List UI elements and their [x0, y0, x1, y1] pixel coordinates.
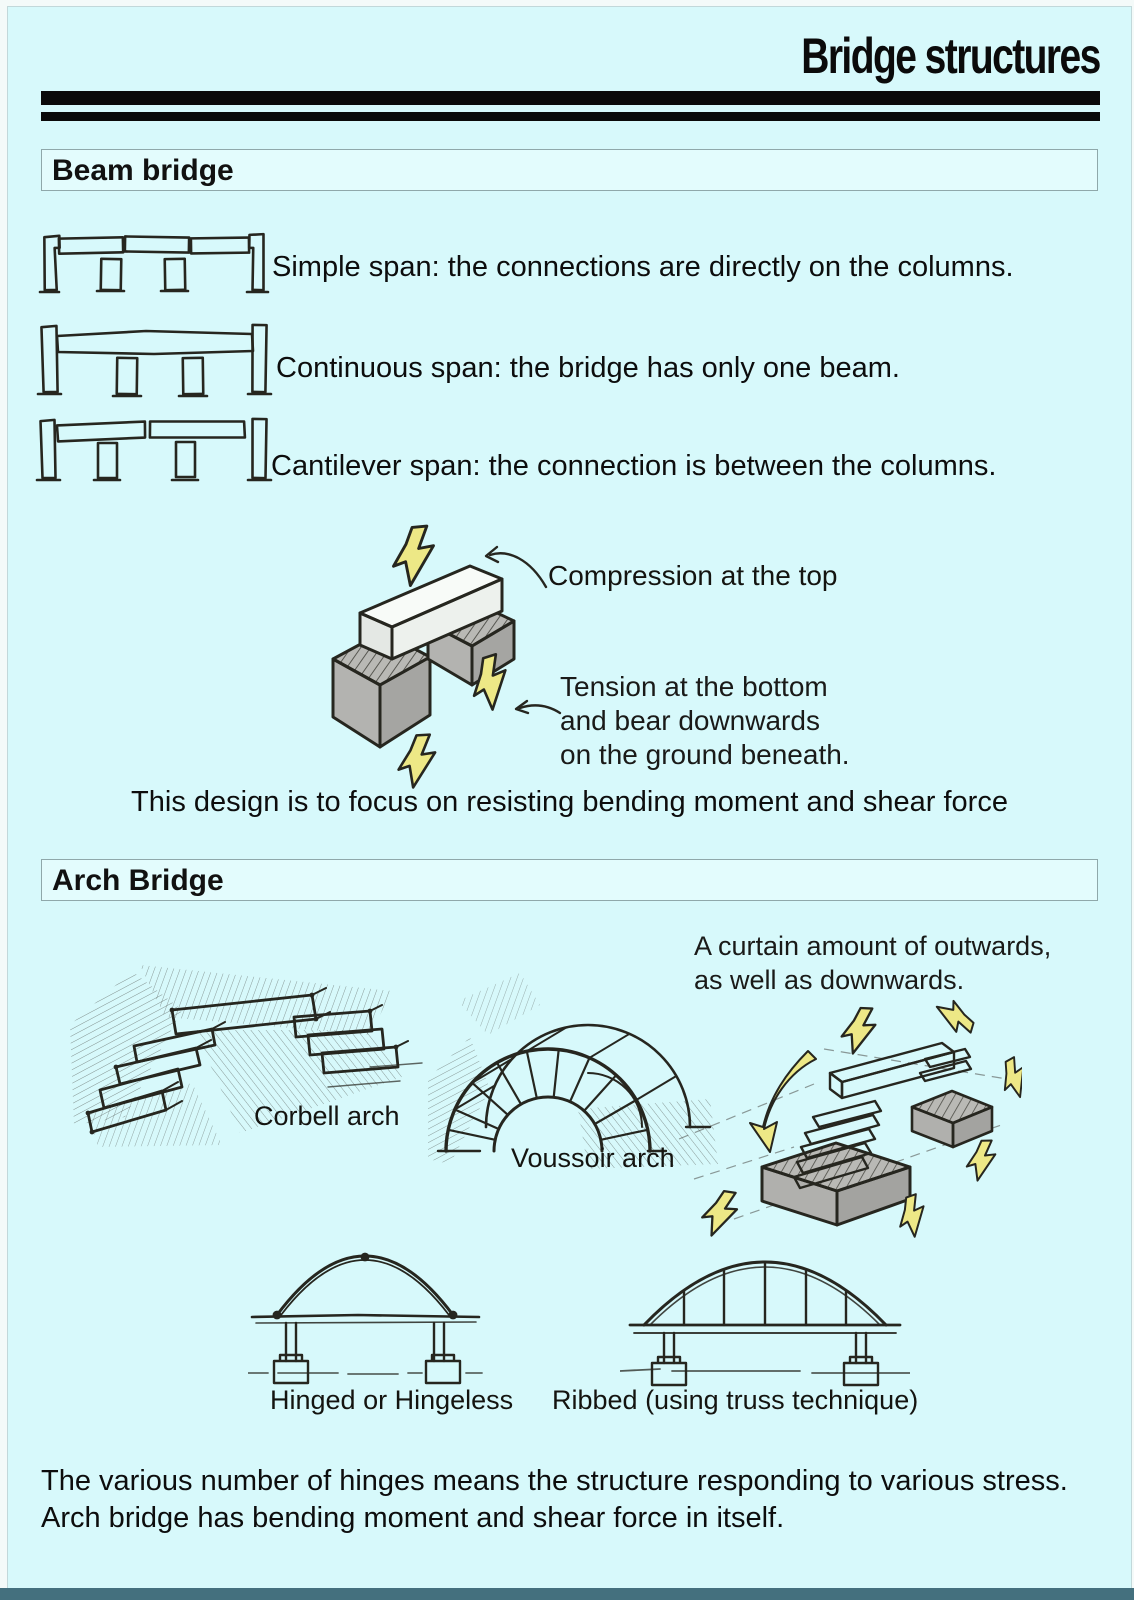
page-bottom-edge — [0, 1588, 1134, 1600]
tension-pointer-arrow — [516, 701, 560, 713]
document-page — [7, 6, 1132, 1590]
force-bolt-bottom-left — [697, 1185, 742, 1241]
voussoir-arch-label: Voussoir arch — [511, 1143, 675, 1173]
cantilever-span-caption: Cantilever span: the connection is between the columns. — [271, 450, 997, 482]
arch-summary: The various number of hinges means the structure responding to various stress. Arch bridge has bending moment and shear force in itself. — [41, 1465, 1068, 1534]
ground-arrow-icon — [396, 731, 437, 790]
left-base-block — [762, 1143, 910, 1225]
simple-span-sketch — [36, 217, 274, 303]
right-base-block — [912, 1091, 992, 1147]
compression-arrow-icon — [392, 523, 436, 588]
tension-label: Tension at the bottom and bear downwards on the ground beneath. — [560, 671, 850, 770]
hinged-arch-label: Hinged or Hingeless — [270, 1385, 514, 1415]
compression-label: Compression at the top — [548, 560, 838, 591]
arch-forces-sketch — [674, 989, 1022, 1241]
force-bolt-right-low — [965, 1137, 998, 1183]
page-title — [8, 28, 1100, 84]
section-header-beam-bridge — [41, 149, 1098, 191]
title-rule-thin — [41, 112, 1100, 121]
cantilever-span-sketch — [33, 409, 275, 493]
arch-header-label: Arch Bridge — [52, 864, 224, 897]
simple-span-caption: Simple span: the connections are directly on the columns. — [272, 251, 1014, 283]
ribbed-arch-sketch — [620, 1235, 910, 1387]
corbell-arch-label: Corbell arch — [254, 1101, 400, 1131]
hinged-arch-sketch — [248, 1231, 483, 1389]
beam-summary: This design is to focus on resisting bending moment and shear force — [131, 786, 1008, 818]
section-header-arch-bridge — [41, 859, 1098, 901]
ribbed-arch-label: Ribbed (using truss technique) — [552, 1385, 919, 1415]
title-rule-thick — [41, 91, 1100, 105]
page-title-text: Bridge structures — [801, 28, 1100, 84]
arch-note: A curtain amount of outwards, as well as downwards. — [694, 931, 1052, 995]
force-bolt-top-right — [931, 995, 980, 1038]
force-bolt-top — [838, 1003, 879, 1057]
continuous-span-caption: Continuous span: the bridge has only one beam. — [276, 352, 900, 384]
beam-header-label: Beam bridge — [52, 154, 234, 187]
continuous-span-sketch — [36, 313, 274, 405]
